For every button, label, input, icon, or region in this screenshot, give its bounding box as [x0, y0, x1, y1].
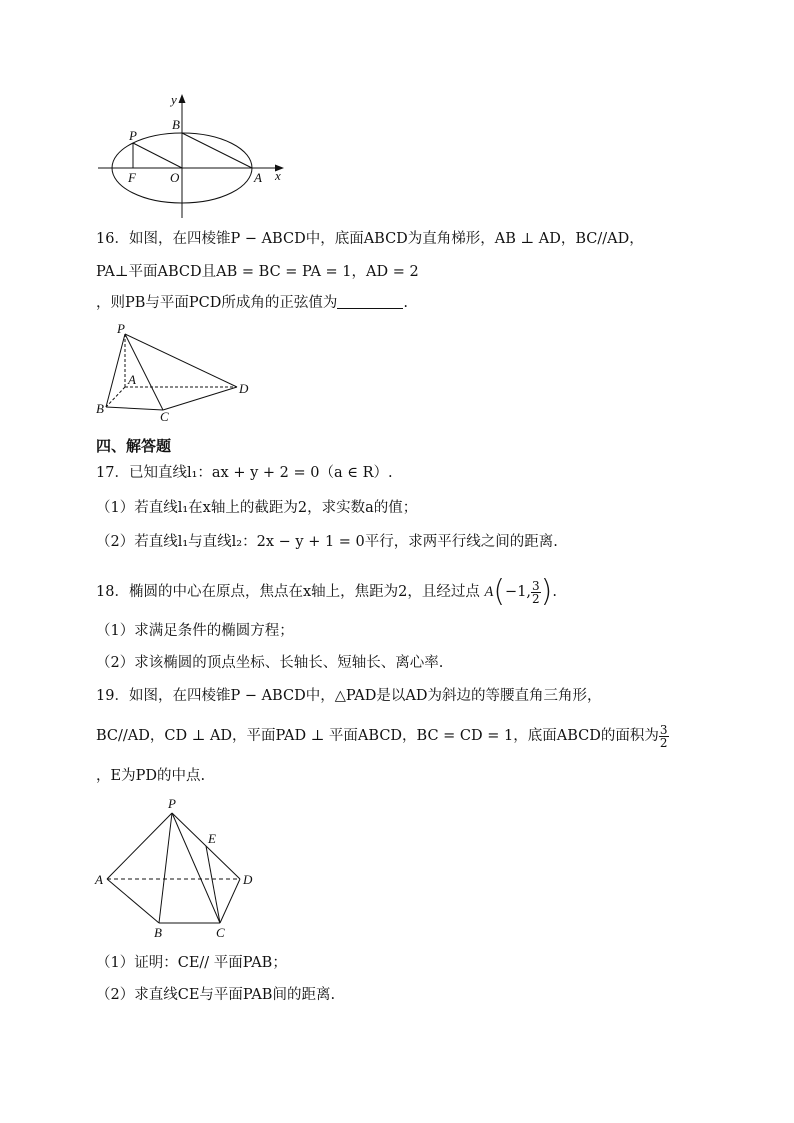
q17-stem: 17．已知直线l₁：ax + y + 2 = 0（a ∈ R）. — [96, 465, 393, 481]
q18-frac-num: 3 — [532, 578, 540, 593]
q16-line3-end: . — [403, 295, 408, 311]
ellipse-label-p: P — [129, 128, 137, 143]
q18-stem — [96, 574, 557, 610]
q18-part1: （1）求满足条件的椭圆方程； — [96, 623, 294, 639]
q19-label-p: P — [168, 796, 176, 811]
q19-frac-den: 2 — [659, 735, 668, 750]
q19-label-c: C — [216, 925, 225, 940]
section-heading: 四、解答题 — [96, 437, 172, 455]
q18-left-paren: ( — [493, 574, 506, 609]
q16-line1: 16．如图，在四棱锥P − ABCD中，底面ABCD为直角梯形，AB ⊥ AD，BC//AD， — [96, 231, 644, 247]
q17-part2: （2）若直线l₁与直线l₂：2x − y + 1 = 0平行，求两平行线之间的距离. — [96, 534, 558, 550]
q16-line3-text: ，则PB与平面PCD所成角的正弦值为 — [96, 295, 338, 311]
q18-frac-den: 2 — [532, 591, 540, 606]
q18-point-label: A — [484, 584, 494, 600]
q16-label-a: A — [128, 372, 136, 387]
q19-part2: （2）求直线CE与平面PAB间的距离. — [96, 987, 336, 1003]
q19-part1: （1）证明：CE// 平面PAB； — [96, 955, 287, 971]
q18-stem-text: 18．椭圆的中心在原点，焦点在x轴上，焦距为2，且经过点 — [96, 584, 480, 600]
q16-label-p: P — [117, 321, 125, 336]
ellipse-label-f: F — [128, 170, 136, 185]
q16-label-b: B — [96, 401, 104, 416]
pyramid-figure-q19 — [92, 795, 264, 943]
q19-label-d: D — [243, 872, 253, 887]
q16-line3 — [96, 293, 408, 313]
q16-label-c: C — [160, 409, 169, 424]
q16-line2: PA⊥平面ABCD且AB = BC = PA = 1，AD = 2 — [96, 264, 419, 280]
pyramid-figure-q16 — [94, 320, 264, 425]
q19-line1: 19．如图，在四棱锥P − ABCD中，△PAD是以AD为斜边的等腰直角三角形， — [96, 688, 602, 704]
q16-label-d: D — [239, 381, 249, 396]
q19-frac-num: 3 — [659, 722, 668, 737]
q19-area-fraction — [659, 724, 669, 749]
q18-part2: （2）求该椭圆的顶点坐标、长轴长、短轴长、离心率. — [96, 655, 444, 671]
q19-label-a: A — [95, 872, 103, 887]
ellipse-label-o: O — [170, 170, 180, 185]
q19-label-b: B — [154, 925, 162, 940]
q19-label-e: E — [208, 831, 216, 846]
q18-point-y-fraction — [531, 580, 541, 605]
ellipse-label-y: y — [171, 92, 177, 107]
q18-stem-end: . — [552, 584, 557, 600]
q17-part1: （1）若直线l₁在x轴上的截距为2，求实数a的值； — [96, 500, 418, 516]
q19-line2 — [96, 718, 669, 754]
q18-point-x: −1, — [505, 584, 532, 600]
ellipse-label-x: x — [275, 168, 281, 183]
ellipse-label-a: A — [254, 170, 262, 185]
answer-blank — [337, 294, 403, 309]
q19-line3: ，E为PD的中点. — [96, 768, 206, 784]
ellipse-figure — [90, 90, 290, 222]
ellipse-label-b: B — [172, 117, 180, 132]
q19-line2-text: BC//AD，CD ⊥ AD，平面PAD ⊥ 平面ABCD，BC = CD = 1，底面ABCD的面积为 — [96, 728, 659, 744]
q18-right-paren: ) — [540, 574, 553, 609]
